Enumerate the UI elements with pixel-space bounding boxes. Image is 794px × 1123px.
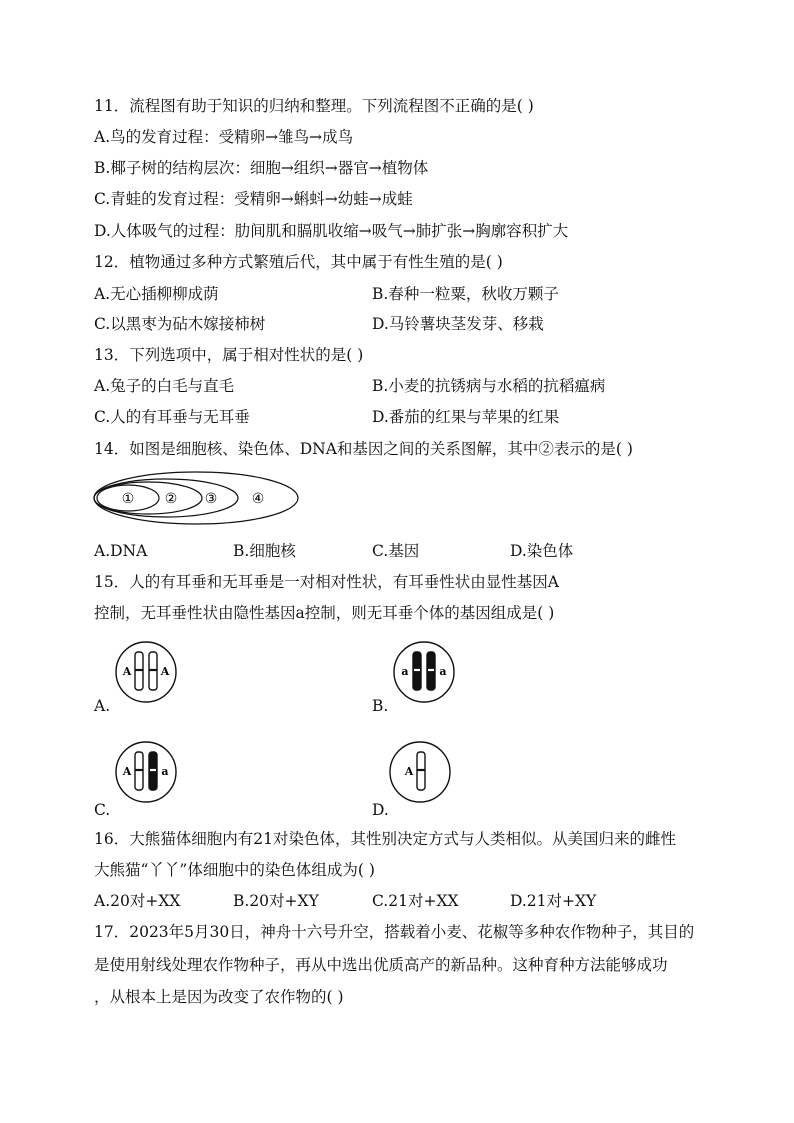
q15-option-d: D.	[372, 801, 389, 819]
q14-stem: 14．如图是细胞核、染色体、DNA和基因之间的关系图解，其中②表示的是( )	[94, 440, 633, 458]
label-3: ③	[204, 491, 218, 507]
q15-stem-line1: 15．人的有耳垂和无耳垂是一对相对性状，有耳垂性状由显性基因A	[94, 573, 559, 591]
label-4: ④	[251, 491, 265, 507]
q14-option-a: A.DNA	[94, 542, 148, 560]
q12-option-a: A.无心插柳柳成荫	[94, 285, 219, 303]
q11-option-b: B.椰子树的结构层次：细胞→组织→器官→植物体	[94, 159, 429, 177]
gene-a-left: A	[122, 665, 132, 678]
q13-option-c: C.人的有耳垂与无耳垂	[94, 408, 250, 426]
q12-option-b: B.春种一粒粟，秋收万颗子	[372, 285, 559, 303]
cell-diagram-d	[388, 740, 452, 804]
q15-stem-line2: 控制，无耳垂性状由隐性基因a控制，则无耳垂个体的基因组成是( )	[94, 604, 555, 622]
q11-option-c: C.青蛙的发育过程：受精卵→蝌蚪→幼蛙→成蛙	[94, 190, 413, 208]
q16-option-c: C.21对+XX	[372, 892, 459, 910]
cell-diagram-a	[114, 640, 178, 704]
q17-stem-line2: 是使用射线处理农作物种子，再从中选出优质高产的新品种。这种育种方法能够成功	[94, 956, 668, 974]
q11-option-a: A.鸟的发育过程：受精卵→雏鸟→成鸟	[94, 128, 354, 146]
gene-d-left: A	[404, 765, 414, 778]
q16-stem-line2: 大熊猫“丫丫”体细胞中的染色体组成为( )	[94, 861, 375, 879]
label-2: ②	[164, 491, 178, 507]
q13-option-d: D.番茄的红果与苹果的红果	[372, 408, 560, 426]
q12-option-d: D.马铃薯块茎发芽、移栽	[372, 315, 544, 333]
q16-option-b: B.20对+XY	[233, 892, 319, 910]
q15-option-b: B.	[372, 697, 389, 715]
q15-option-a: A.	[94, 697, 111, 715]
q11-option-d: D.人体吸气的过程：肋间肌和膈肌收缩→吸气→肺扩张→胸廓容积扩大	[94, 222, 569, 240]
cell-diagram-c	[114, 740, 178, 804]
nested-ellipse-diagram	[92, 470, 304, 528]
gene-c-left: A	[122, 765, 132, 778]
q14-option-b: B.细胞核	[233, 542, 296, 560]
gene-a-right: A	[160, 665, 170, 678]
q11-stem: 11．流程图有助于知识的归纳和整理。下列流程图不正确的是( )	[94, 97, 534, 115]
cell-diagram-b	[392, 640, 456, 704]
q12-option-c: C.以黑枣为砧木嫁接柿树	[94, 315, 266, 333]
q16-option-d: D.21对+XY	[510, 892, 597, 910]
label-1: ①	[121, 491, 135, 507]
q14-option-c: C.基因	[372, 542, 420, 560]
q17-stem-line1: 17．2023年5月30日，神舟十六号升空，搭载着小麦、花椒等多种农作物种子，其目的	[94, 923, 695, 941]
q16-option-a: A.20对+XX	[94, 892, 181, 910]
q14-option-d: D.染色体	[510, 542, 574, 560]
gene-b-left: a	[401, 665, 409, 678]
q13-option-a: A.兔子的白毛与直毛	[94, 377, 235, 395]
gene-c-right: a	[161, 765, 169, 778]
q13-stem: 13．下列选项中，属于相对性状的是( )	[94, 346, 364, 364]
q13-option-b: B.小麦的抗锈病与水稻的抗稻瘟病	[372, 377, 606, 395]
q16-stem-line1: 16．大熊猫体细胞内有21对染色体，其性别决定方式与人类相似。从美国归来的雌性	[94, 830, 676, 848]
q12-stem: 12．植物通过多种方式繁殖后代，其中属于有性生殖的是( )	[94, 253, 503, 271]
q17-stem-line3: ，从根本上是因为改变了农作物的( )	[94, 988, 344, 1006]
q15-option-c: C.	[94, 801, 111, 819]
gene-b-right: a	[439, 665, 447, 678]
